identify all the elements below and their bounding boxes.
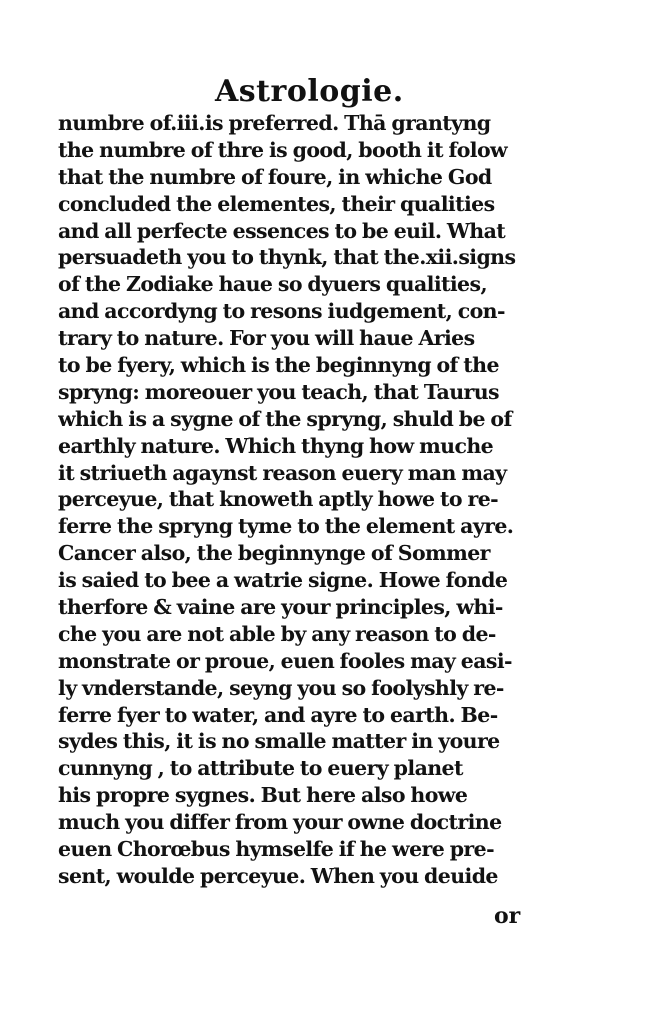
text-line: therfore & vaine are your principles, whi- [58, 595, 503, 620]
text-line: ly vnderstande, seyng you so foolyshly re- [58, 675, 504, 700]
text-line: concluded the elementes, their qualities [58, 191, 495, 216]
text-line: his propre sygnes. But here also howe [58, 783, 468, 808]
text-line: and accordyng to resons iudgement, con- [58, 299, 505, 324]
text-line: cunnyng , to attribute to euery planet [58, 756, 463, 781]
text-line: sydes this, it is no smalle matter in youre [58, 729, 500, 754]
text-line: euen Chorœbus hymselfe if he were pre- [58, 837, 494, 862]
running-head: Astrologie. [215, 74, 404, 109]
text-line: spryng: moreouer you teach, that Taurus [58, 379, 499, 404]
text-line: perceyue, that knoweth aptly howe to re- [58, 487, 499, 512]
text-line: of the Zodiake haue so dyuers qualities, [58, 272, 487, 297]
text-line: ferre fyer to water, and ayre to earth. Be- [58, 702, 498, 727]
text-line: earthly nature. Which thyng how muche [58, 433, 494, 458]
text-line: to be fyery, which is the beginnyng of the [58, 353, 499, 378]
catchword: or [494, 903, 521, 929]
text-line: which is a sygne of the spryng, shuld be of [58, 406, 512, 431]
text-line: much you differ from your owne doctrine [58, 810, 502, 835]
text-line: ferre the spryng tyme to the element ayre. [58, 514, 514, 539]
text-line: the numbre of thre is good, booth it folow [58, 137, 508, 162]
text-line: trary to nature. For you will haue Aries [58, 326, 475, 351]
text-line: and all perfecte essences to be euil. What [58, 218, 506, 243]
body-text [58, 110, 548, 890]
text-line: it striueth agaynst reason euery man may [58, 460, 507, 485]
text-line: che you are not able by any reason to de- [58, 621, 496, 646]
text-line: persuadeth you to thynk, that the.xii.signs [58, 245, 516, 270]
text-line: numbre of.iii.is preferred. Thā grantyng [58, 111, 491, 135]
text-line: monstrate or proue, euen fooles may easi- [58, 648, 512, 673]
text-line: is saied to bee a watrie signe. Howe fonde [58, 568, 508, 593]
text-line: that the numbre of foure, in whiche God [58, 164, 492, 189]
text-line: sent, woulde perceyue. When you deuide [58, 863, 498, 888]
text-line: Cancer also, the beginnynge of Sommer [58, 541, 490, 566]
